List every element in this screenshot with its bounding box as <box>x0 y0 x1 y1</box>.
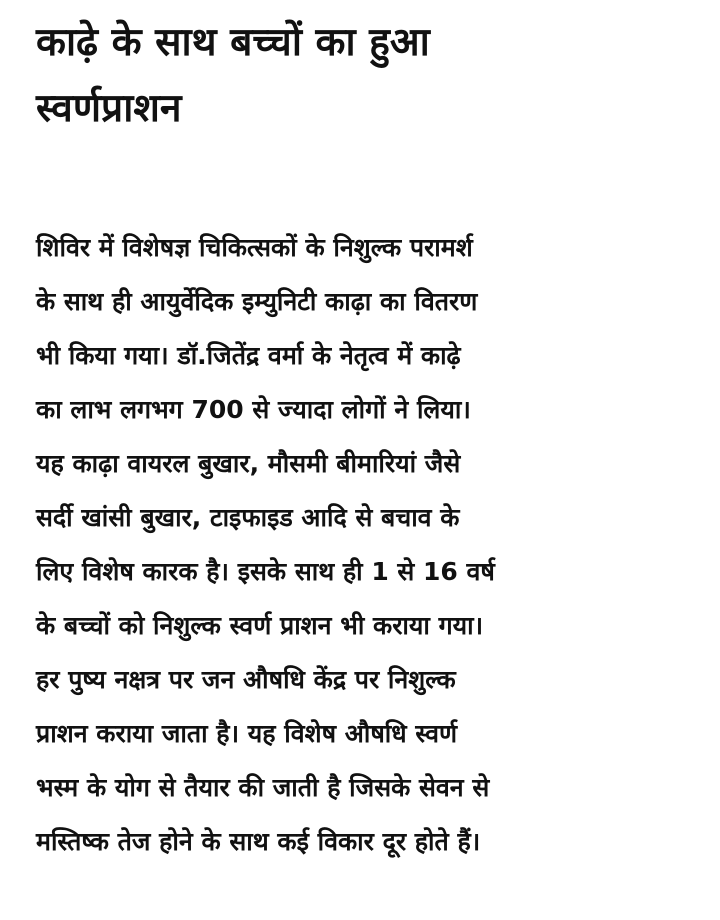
body-line: हर पुष्य नक्षत्र पर जन औषधि केंद्र पर निशुल्क <box>36 665 456 694</box>
body-line: लिए विशेष कारक है। इसके साथ ही 1 से 16 वर्ष <box>36 557 495 586</box>
body-line: भी किया गया। डॉ.जितेंद्र वर्मा के नेतृत्व में काढ़े <box>36 341 461 370</box>
headline-line: स्वर्णप्राशन <box>36 86 182 131</box>
article-body <box>36 221 686 869</box>
headline-line: काढ़े के साथ बच्चों का हुआ <box>36 20 430 65</box>
body-line: शिविर में विशेषज्ञ चिकित्सकों के निशुल्क परामर्श <box>36 233 473 262</box>
body-line: यह काढ़ा वायरल बुखार, मौसमी बीमारियां जैसे <box>36 449 461 478</box>
body-line: के बच्चों को निशुल्क स्वर्ण प्राशन भी कराया गया। <box>36 611 484 640</box>
body-line: का लाभ लगभग 700 से ज्यादा लोगों ने लिया। <box>36 395 471 424</box>
body-line: प्राशन कराया जाता है। यह विशेष औषधि स्वर्ण <box>36 719 458 748</box>
news-article <box>36 10 686 869</box>
body-line: मस्तिष्क तेज होने के साथ कई विकार दूर होते हैं। <box>36 827 481 856</box>
body-line: भस्म के योग से तैयार की जाती है जिसके सेवन से <box>36 773 490 802</box>
article-headline <box>36 10 686 142</box>
body-line: के साथ ही आयुर्वेदिक इम्युनिटी काढ़ा का वितरण <box>36 287 478 316</box>
body-line: सर्दी खांसी बुखार, टाइफाइड आदि से बचाव के <box>36 503 460 532</box>
